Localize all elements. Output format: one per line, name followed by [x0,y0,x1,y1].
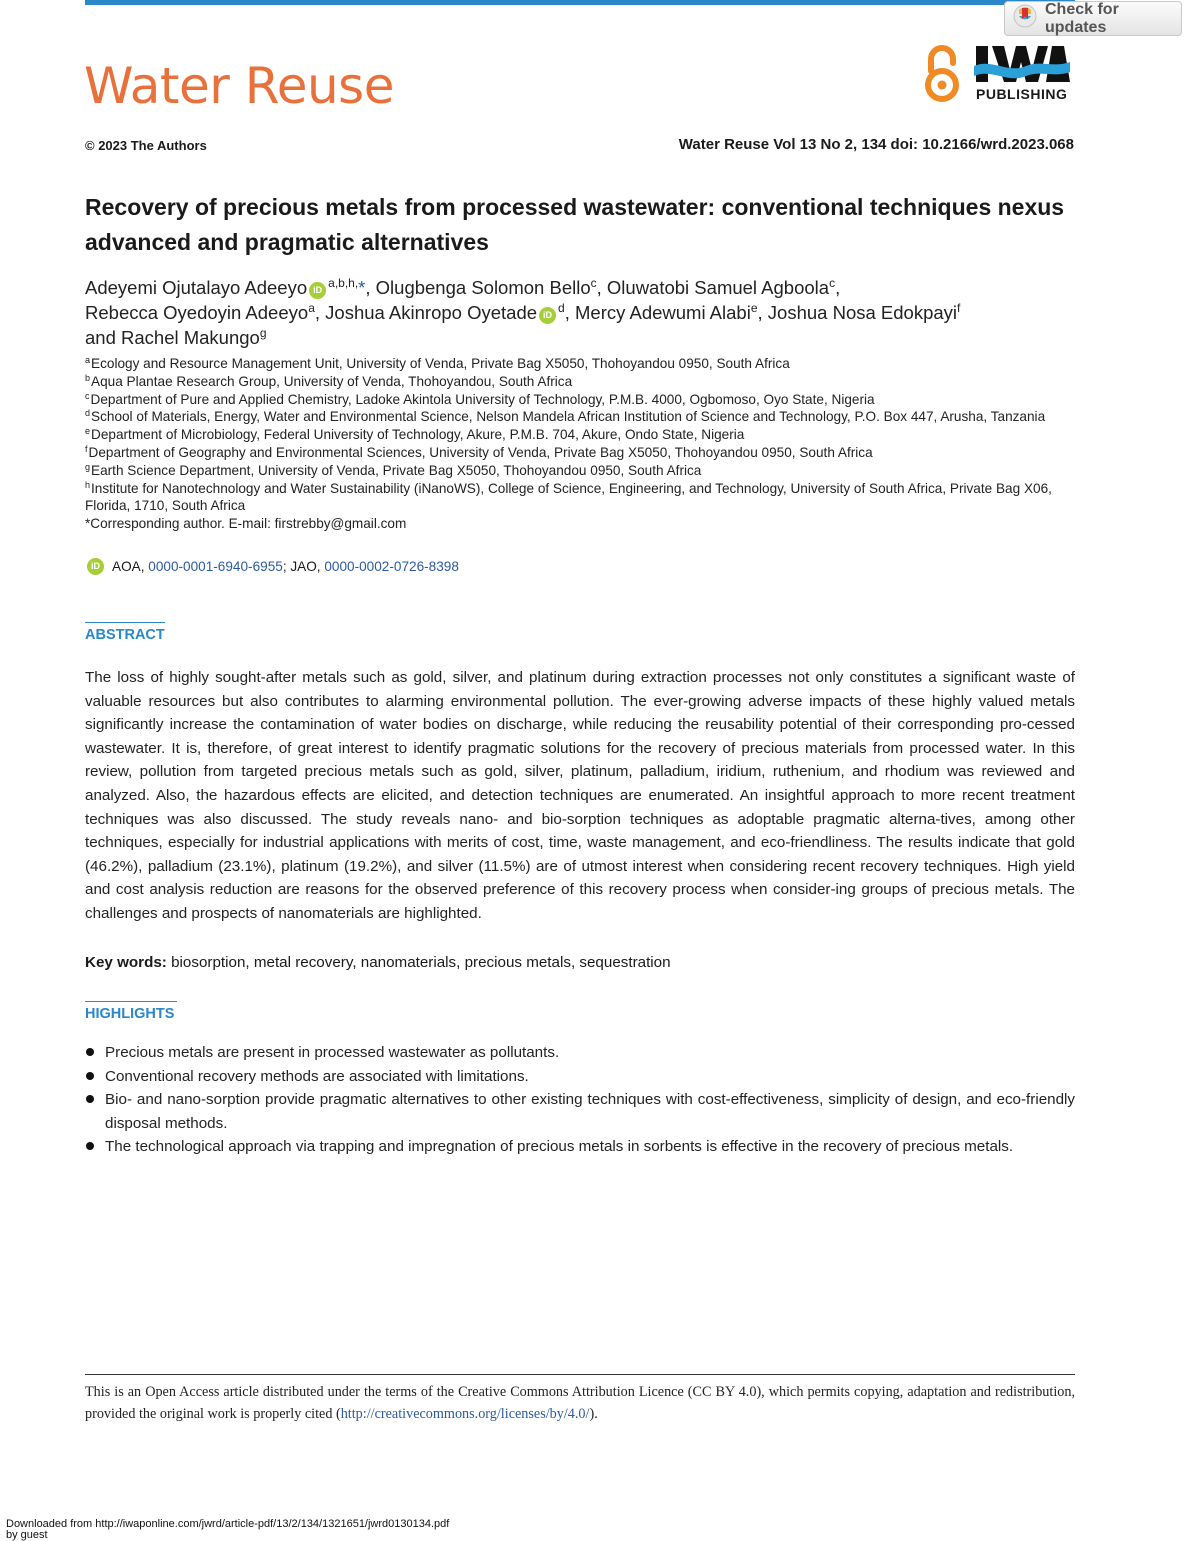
orcid-icon[interactable]: iD [539,307,556,324]
affiliation-text: Department of Geography and Environmental Sciences, University of Venda, Private Bag X5050, Thohoyandou 0950, South Africa [88,444,873,460]
author-separator: , [564,302,575,323]
footer-rule [85,1374,1075,1375]
affiliation-key: c [85,390,90,401]
corresponding-author-marker[interactable]: * [358,277,366,298]
affiliation-text: Institute for Nanotechnology and Water Sustainability (iNanoWS), College of Science, Engineering, and Technology, University of South Africa, Private Bag X06, Florida, 1710, South Africa [85,480,1052,514]
author-name: Joshua Akinropo Oyetade [325,302,538,323]
affiliation-key: f [85,443,88,454]
author-separator: , [365,277,376,298]
affiliation-text: Department of Pure and Applied Chemistry, Ladoke Akintola University of Technology, P.M.B. 4000, Ogbomoso, Oyo State, Nigeria [90,391,875,407]
author-name: Oluwatobi Samuel Agboola [606,277,830,298]
affiliation-item [85,426,1080,444]
keywords-label: Key words: [85,954,167,971]
corresponding-author-email: *Corresponding author. E-mail: firstrebby@gmail.com [85,516,407,532]
affiliation-text: Earth Science Department, University of Venda, Private Bag X5050, Thohoyandou 0950, South Africa [91,462,702,478]
check-for-updates-label: Check for updates [1045,0,1119,36]
author-name: Rebecca Oyedoyin Adeeyo [85,302,309,323]
affiliation-list [85,355,1080,533]
download-notice [6,1519,449,1541]
author-separator: , [314,302,326,323]
top-accent-bar [85,0,1075,5]
check-for-updates-button[interactable] [1004,1,1182,36]
article-title: Recovery of precious metals from processed wastewater: conventional techniques nexus advanced and pragmatic alternatives [85,194,1065,255]
orcid-link-jao[interactable]: 0000-0002-0726-8398 [324,559,459,574]
orcid-prefix-aoa: AOA, [112,559,149,574]
affiliation-item [85,355,1080,373]
abstract-rule [85,622,165,623]
affiliation-key: h [85,479,91,490]
open-access-icon [922,43,962,108]
abstract-text: The loss of highly sought-after metals such as gold, silver, and platinum during extraction processes not only constitutes a significant waste of valuable resources but also contributes to alarming environmental pollution. The ever-growing adverse impacts of these highly valued metals significantly increase the contamination of water bodies on discharge, while reducing the reusability potential of their corresponding pro-cessed wastewater. It is, therefore, of great interest to identify pragmatic solutions for the recovery of precious materials from processed water. In this review, pollution from targeted precious metals such as gold, silver, platinum, palladium, iridium, ruthenium, and rhodium was reviewed and analyzed. Also, the hazardous effects are elicited, and detection techniques are enumerated. An insightful approach to more recent treatment techniques was also discussed. The study reveals nano- and bio-sorption techniques as adoptable pragmatic alterna-tives, among other techniques, especially for industrial applications with merits of cost, time, waste management, and eco-friendliness. The results indicate that gold (46.2%), palladium (23.1%), platinum (19.2%), and silver (11.5%) are of utmost interest when considering recent recovery techniques. High yield and cost analysis reduction are reasons for the observed preference of this recovery process when consider-ing groups of precious metals. The challenges and prospects of nanomaterials are highlighted. [85,669,1075,922]
affiliation-text: School of Materials, Energy, Water and Environmental Science, Nelson Mandela African Institution of Science and Technology, P.O. Box 447, Arusha, Tanzania [91,409,1046,425]
affiliation-item [85,444,1080,462]
author-affiliation-marker: e [750,301,758,315]
orcid-icon: iD [87,558,104,575]
highlight-item: Bio- and nano-sorption provide pragmatic alternatives to other existing techniques with cost-effectiveness, simplicity of design, and eco-friendly disposal methods. [85,1088,1075,1135]
affiliation-item [85,480,1080,516]
author-separator: , [757,302,768,323]
author-name: Joshua Nosa Edokpayi [767,302,958,323]
author-affiliation-marker: f [957,301,961,315]
author-separator: , [596,277,607,298]
license-text: This is an Open Access article distributed under the terms of the Creative Commons Attribution Licence (CC BY 4.0), which permits copying, adaptation and redistribution, provided the original work is properly cited ( [85,1384,1075,1422]
author-separator: , [835,277,841,298]
crossmark-icon [1013,4,1037,33]
affiliation-text: Ecology and Resource Management Unit, University of Venda, Private Bag X5050, Thohoyandou 0950, South Africa [91,356,790,371]
author-list [85,275,1080,350]
license-notice [85,1381,1075,1425]
affiliation-text: Aqua Plantae Research Group, University of Venda, Thohoyandou, South Africa [91,373,573,389]
affiliation-key: b [85,372,91,383]
highlights-rule [85,1001,177,1002]
author-affiliation-marker: a [308,301,315,315]
affiliation-key: e [85,426,91,437]
author-affiliation-marker: c [829,276,836,290]
highlights-heading: HIGHLIGHTS [85,1006,175,1022]
orcid-prefix-jao: ; JAO, [282,559,325,574]
author-name: and Rachel Makungo [85,327,260,348]
download-by: by guest [6,1529,48,1541]
download-line: Downloaded from http://iwaponline.com/jwrd/article-pdf/13/2/134/1321651/jwrd0130134.pdf [6,1518,450,1530]
orcid-line [85,558,459,575]
author-name: Olugbenga Solomon Bello [375,277,591,298]
affiliation-key: a [85,355,91,365]
author-affiliation-marker: c [590,276,597,290]
keywords [85,954,671,971]
affiliation-item [85,462,1080,480]
article-citation: Water Reuse Vol 13 No 2, 134 doi: 10.2166/wrd.2023.068 [678,136,1074,153]
highlight-item: The technological approach via trapping and impregnation of precious metals in sorbents is effective in the recovery of precious metals. [85,1135,1075,1159]
author-affiliation-marker: d [558,301,565,315]
highlights-list [85,1041,1075,1159]
affiliation-item [85,391,1080,409]
iwa-logo [974,44,1070,89]
affiliation-item [85,408,1080,426]
highlight-item: Conventional recovery methods are associated with limitations. [85,1065,1075,1089]
author-affiliation-marker: a,b,h, [328,276,359,290]
license-link[interactable]: http://creativecommons.org/licenses/by/4.0/ [340,1406,590,1422]
affiliation-key: g [85,461,91,472]
keywords-list: biosorption, metal recovery, nanomaterials, precious metals, sequestration [171,954,671,971]
copyright-notice: © 2023 The Authors [85,138,207,153]
orcid-icon[interactable]: iD [309,282,326,299]
highlight-item: Precious metals are present in processed wastewater as pollutants. [85,1041,1075,1065]
orcid-link-aoa[interactable]: 0000-0001-6940-6955 [148,559,283,574]
affiliation-text: Department of Microbiology, Federal University of Technology, Akure, P.M.B. 704, Akure, Ondo State, Nigeria [91,427,745,443]
author-affiliation-marker: g [259,326,267,340]
author-name: Mercy Adewumi Alabi [575,302,751,323]
affiliation-item [85,373,1080,391]
abstract-heading: ABSTRACT [85,627,165,643]
publisher-subtitle: PUBLISHING [976,86,1068,102]
author-name: Adeyemi Ojutalayo Adeeyo [85,277,308,298]
license-end: ). [589,1406,598,1422]
journal-title: Water Reuse [84,57,394,115]
affiliation-key: d [85,408,91,419]
